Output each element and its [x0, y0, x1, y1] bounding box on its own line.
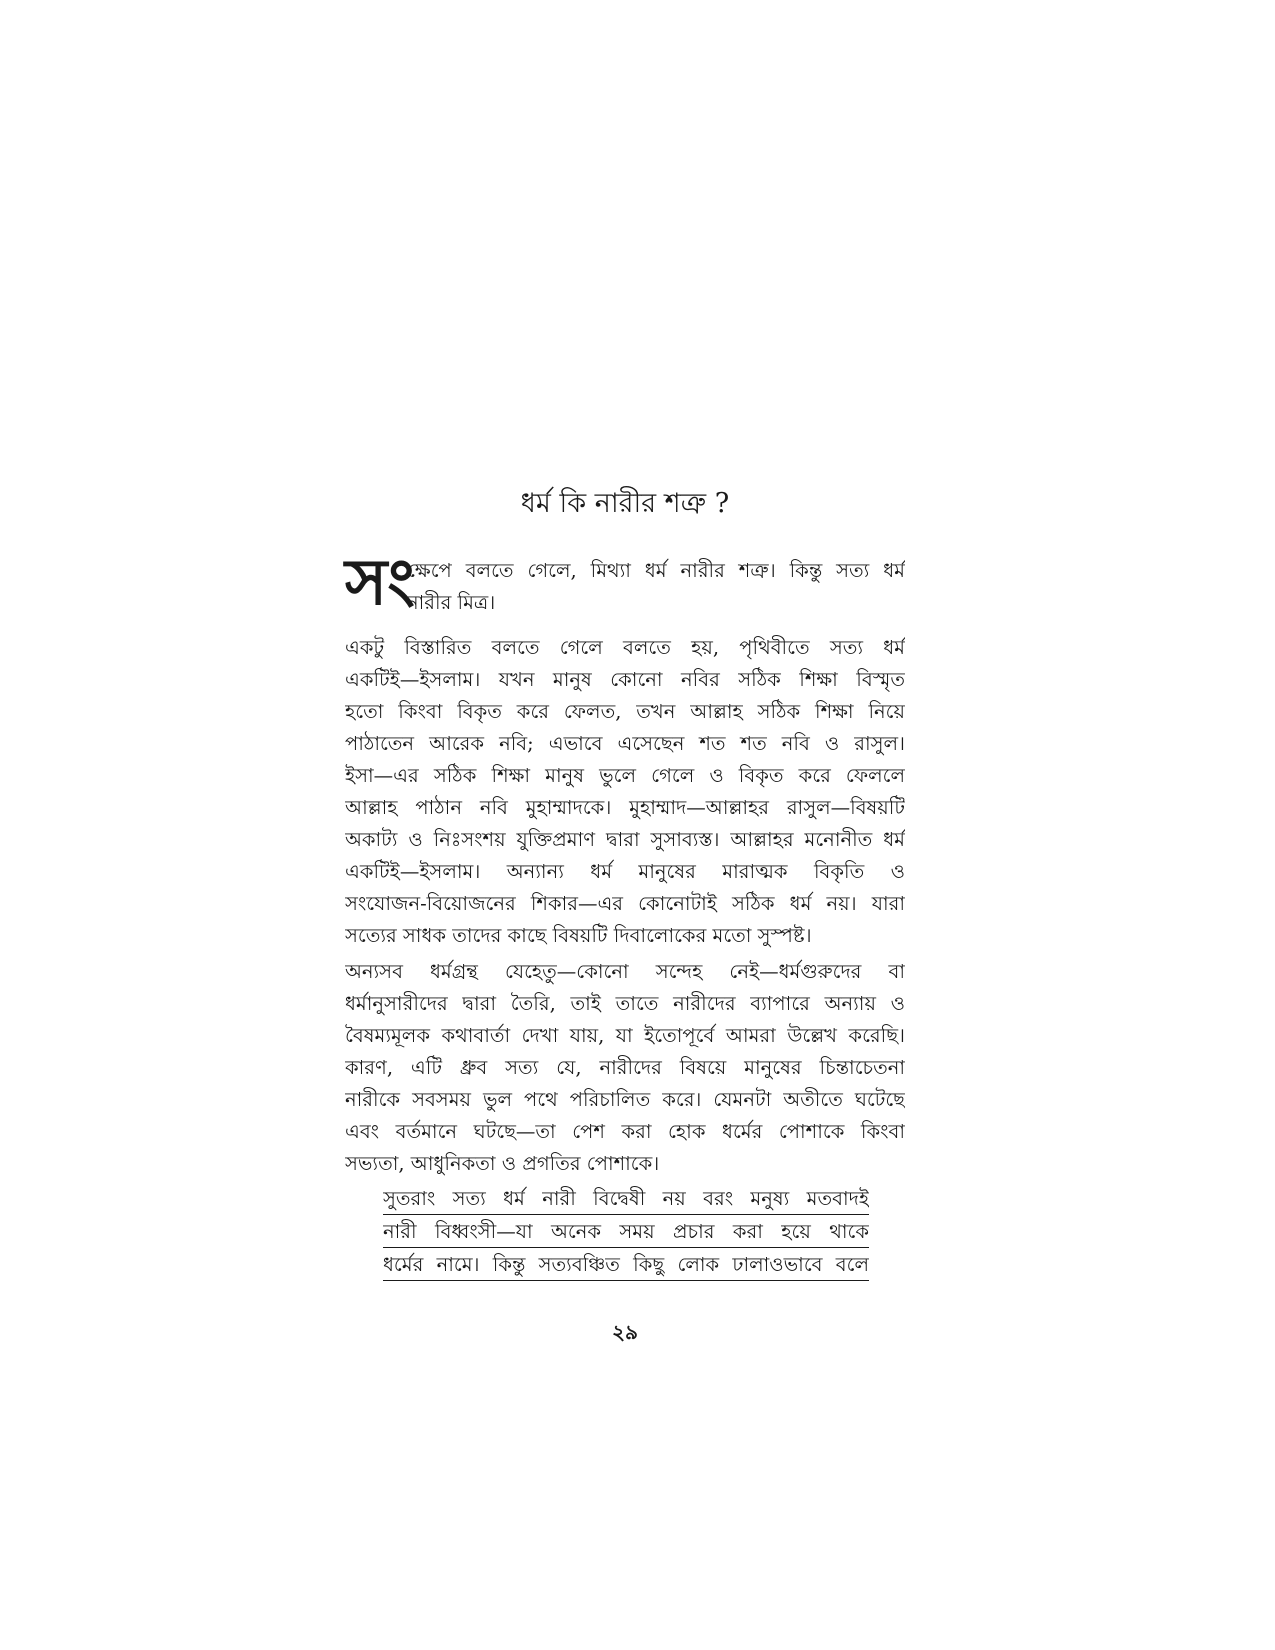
text-line: নারীকে সবসময় ভুল পথে পরিচালিত করে। যেমনটা অতীতে ঘটেছে [345, 1088, 905, 1111]
underlined-quote [383, 1184, 869, 1283]
body-paragraph-2 [345, 956, 905, 1180]
chapter-title: ধর্ম কি নারীর শত্রু ? [520, 488, 730, 519]
text-line: কারণ, এটি ধ্রুব সত্য যে, নারীদের বিষয়ে মানুষের চিন্তাচেতনা [345, 1056, 905, 1079]
text-line: একটিই—ইসলাম। অন্যান্য ধর্ম মানুষের মারাত্মক বিকৃতি ও [345, 860, 905, 883]
text-line: একটিই—ইসলাম। যখন মানুষ কোনো নবির সঠিক শিক্ষা বিস্মৃত [345, 668, 905, 691]
page-number: ২৯ [612, 1320, 638, 1344]
text-line: ইসা—এর সঠিক শিক্ষা মানুষ ভুলে গেলে ও বিকৃত করে ফেললে [345, 764, 905, 787]
text-line: অন্যসব ধর্মগ্রন্থ যেহেতু—কোনো সন্দেহ নেই—ধর্মগুরুদের বা [345, 960, 905, 983]
text-line: এবং বর্তমানে ঘটছে—তা পেশ করা হোক ধর্মের পোশাকে কিংবা [345, 1120, 905, 1143]
text-line: পাঠাতেন আরেক নবি; এভাবে এসেছেন শত শত নবি ও রাসুল। [345, 732, 905, 755]
text-line: সত্যের সাধক তাদের কাছে বিষয়টি দিবালোকের মতো সুস্পষ্ট। [345, 924, 812, 947]
text-line: সংযোজন-বিয়োজনের শিকার—এর কোনোটাই সঠিক ধর্ম নয়। যারা [345, 892, 905, 915]
text-line: একটু বিস্তারিত বলতে গেলে বলতে হয়, পৃথিবীতে সত্য ধর্ম [345, 636, 905, 659]
text-line: ধর্মানুসারীদের দ্বারা তৈরি, তাই তাতে নারীদের ব্যাপারে অন্যায় ও [345, 992, 905, 1015]
quote-line: সুতরাং সত্য ধর্ম নারী বিদ্বেষী নয় বরং মনুষ্য মতবাদই [383, 1184, 869, 1215]
text-line: আল্লাহ পাঠান নবি মুহাম্মাদকে। মুহাম্মাদ—আল্লাহর রাসুল—বিষয়টি [345, 796, 905, 819]
intro-paragraph [345, 545, 905, 620]
quote-line: নারী বিধ্বংসী—যা অনেক সময় প্রচার করা হয়ে থাকে [383, 1217, 869, 1248]
text-line: বৈষম্যমূলক কথাবার্তা দেখা যায়, যা ইতোপূর্বে আমরা উল্লেখ করেছি। [345, 1024, 905, 1047]
text-line: ক্ষেপে বলতে গেলে, মিথ্যা ধর্ম নারীর শত্রু। কিন্তু সত্য ধর্ম [407, 559, 905, 582]
quote-line: ধর্মের নামে। কিন্তু সত্যবঞ্চিত কিছু লোক ঢালাওভাবে বলে [383, 1250, 869, 1281]
text-line: নারীর মিত্র। [407, 591, 496, 614]
body-paragraph-1 [345, 632, 905, 952]
drop-cap: সং [345, 545, 415, 620]
text-line: অকাট্য ও নিঃসংশয় যুক্তিপ্রমাণ দ্বারা সুসাব্যস্ত। আল্লাহর মনোনীত ধর্ম [345, 828, 905, 851]
book-page [345, 0, 905, 1650]
text-line: সভ্যতা, আধুনিকতা ও প্রগতির পোশাকে। [345, 1152, 660, 1175]
text-line: হতো কিংবা বিকৃত করে ফেলত, তখন আল্লাহ সঠিক শিক্ষা নিয়ে [345, 700, 905, 723]
